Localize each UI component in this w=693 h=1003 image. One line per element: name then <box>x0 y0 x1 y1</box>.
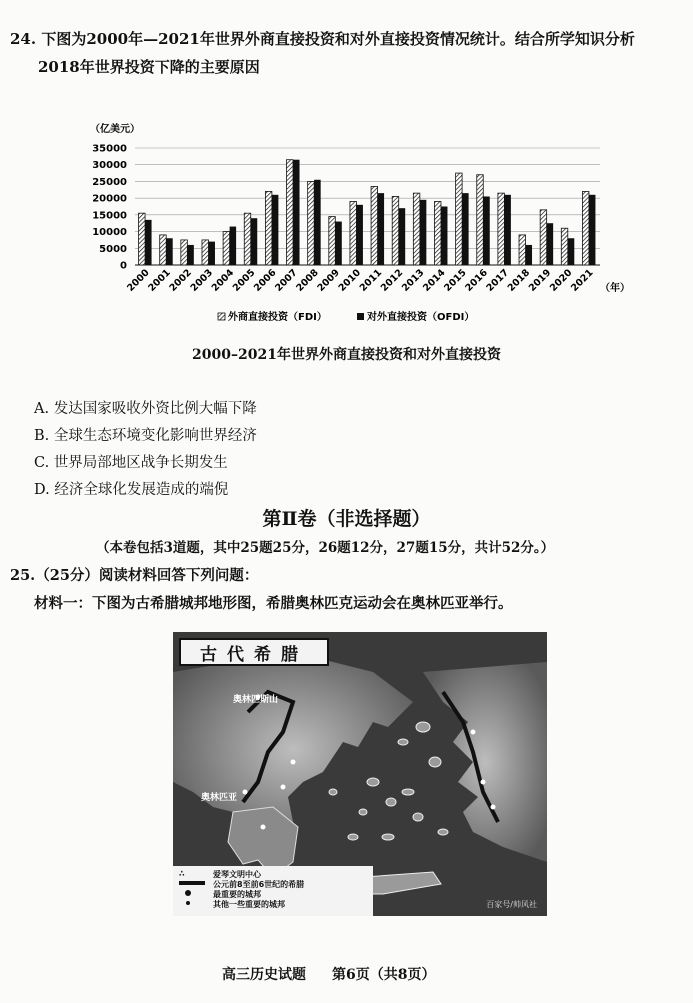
x-tick-label: 2015 <box>442 267 469 294</box>
bar-fdi <box>139 213 146 265</box>
x-tick-label: 2005 <box>230 267 258 294</box>
bar-fdi <box>561 228 568 265</box>
legend-route-text: 公元前8至前6世纪的希腊 <box>213 880 305 889</box>
x-tick-label: 2008 <box>294 267 321 294</box>
legend-label-ofdi: 对外直接投资（OFDI） <box>367 312 475 323</box>
x-tick-label: 2009 <box>315 267 342 294</box>
bar-ofdi <box>314 180 321 265</box>
ancient-greece-map <box>173 632 547 916</box>
bar-fdi <box>287 160 294 265</box>
x-tick-label: 2004 <box>209 267 237 294</box>
legend-major-city-text: 最重要的城邦 <box>213 890 261 899</box>
bar-ofdi <box>504 195 511 265</box>
bar-fdi <box>540 210 547 265</box>
legend-minoan-text: 爱琴文明中心 <box>213 870 261 879</box>
x-tick-label: 2017 <box>484 267 512 294</box>
y-tick-label: 20000 <box>92 193 127 205</box>
y-tick-label: 35000 <box>92 143 127 155</box>
map-legend <box>173 866 373 916</box>
bar-ofdi <box>187 245 194 265</box>
bar-ofdi <box>420 200 427 265</box>
bar-ofdi <box>230 227 237 265</box>
bar-fdi <box>456 173 463 265</box>
section-note: （本卷包括3道题，其中25题25分，26题12分，27题15分，共计52分。） <box>96 540 555 556</box>
bar-fdi <box>308 181 315 265</box>
y-tick-label: 10000 <box>92 227 127 239</box>
bar-ofdi <box>547 223 554 265</box>
footer-subject: 高三历史试题 <box>222 967 306 983</box>
x-tick-label: 2012 <box>378 267 406 294</box>
map-watermark: 百家号/帅风社 <box>486 900 537 909</box>
x-tick-label: 2000 <box>125 267 152 294</box>
bar-ofdi <box>399 208 406 265</box>
x-tick-label: 2013 <box>399 267 427 294</box>
x-tick-label: 2021 <box>569 267 596 294</box>
bar-fdi <box>350 201 357 265</box>
footer-page: 第6页（共8页） <box>332 967 436 983</box>
y-tick-label: 5000 <box>99 243 127 255</box>
x-tick-label: 2018 <box>505 267 533 294</box>
bar-ofdi <box>272 195 279 265</box>
bar-fdi <box>477 175 484 265</box>
bar-ofdi <box>251 218 258 265</box>
x-tick-label: 2020 <box>547 267 575 294</box>
bar-fdi <box>202 240 209 265</box>
bar-ofdi <box>378 193 385 265</box>
y-tick-label: 25000 <box>92 176 127 188</box>
bar-fdi <box>519 235 526 265</box>
x-tick-label: 2011 <box>357 267 385 294</box>
legend-swatch-fdi <box>218 313 225 320</box>
chart-legend <box>218 310 474 323</box>
chart-ylabel: （亿美元） <box>90 124 140 135</box>
q25-material1: 材料一：下图为古希腊城邦地形图，希腊奥林匹克运动会在奥林匹亚举行。 <box>34 595 513 612</box>
option-a: A. 发达国家吸收外资比例大幅下降 <box>34 401 257 417</box>
bar-ofdi <box>145 220 152 265</box>
bar-ofdi <box>335 222 342 265</box>
bar-ofdi <box>208 242 215 265</box>
bar-ofdi <box>462 193 469 265</box>
bar-fdi <box>371 186 378 265</box>
legend-minor-city-text: 其他一些重要的城邦 <box>213 900 285 909</box>
section-title: 第Ⅱ卷（非选择题） <box>262 508 431 530</box>
bar-fdi <box>244 213 251 265</box>
chart-title: 2000–2021年世界外商直接投资和对外直接投资 <box>192 347 501 363</box>
legend-minoan-icon: ∴ <box>179 869 185 878</box>
bar-fdi <box>329 217 336 265</box>
fdi-ofdi-chart <box>60 110 640 340</box>
bar-ofdi <box>441 207 448 266</box>
legend-route-icon <box>179 881 205 885</box>
bar-fdi <box>392 196 399 265</box>
option-c: C. 世界局部地区战争长期发生 <box>34 455 228 471</box>
chart-xlabel: （年） <box>600 283 630 294</box>
bar-fdi <box>434 201 441 265</box>
y-tick-label: 30000 <box>92 160 127 172</box>
x-tick-label: 2003 <box>188 267 216 294</box>
bar-fdi <box>181 240 188 265</box>
legend-minor-city-icon <box>186 901 190 905</box>
legend-major-city-icon <box>185 890 191 896</box>
option-b: B. 全球生态环境变化影响世界经济 <box>34 428 257 444</box>
x-tick-label: 2002 <box>167 267 194 294</box>
legend-swatch-ofdi <box>357 313 364 320</box>
q25-stem: 25.（25分）阅读材料回答下列问题： <box>10 567 259 584</box>
bar-fdi <box>160 235 167 265</box>
bar-ofdi <box>589 195 596 265</box>
x-tick-label: 2014 <box>421 267 448 294</box>
bar-ofdi <box>166 238 173 265</box>
map-label-olympia: 奥林匹亚 <box>201 793 238 803</box>
option-d: D. 经济全球化发展造成的端倪 <box>34 482 229 498</box>
map-label-olympus: 奥林匹斯山 <box>233 695 279 705</box>
bar-fdi <box>265 191 272 265</box>
x-tick-label: 2001 <box>146 267 173 294</box>
bar-ofdi <box>483 196 490 265</box>
bar-fdi <box>223 232 230 265</box>
bar-ofdi <box>568 238 575 265</box>
bar-ofdi <box>526 245 533 265</box>
bar-ofdi <box>293 160 300 265</box>
bar-fdi <box>413 193 420 265</box>
x-tick-label: 2006 <box>252 267 279 294</box>
map-title: 古代希腊 <box>179 638 329 666</box>
bar-fdi <box>582 191 589 265</box>
x-tick-label: 2010 <box>336 267 364 294</box>
q24-stem-line2: 2018年世界投资下降的主要原因 <box>38 58 260 76</box>
legend-label-fdi: 外商直接投资（FDI） <box>228 312 327 323</box>
bar-fdi <box>498 193 505 265</box>
y-tick-label: 0 <box>120 260 127 272</box>
bar-ofdi <box>356 205 363 265</box>
y-tick-label: 15000 <box>92 210 127 222</box>
q24-stem-line1: 24. 下图为2000年—2021年世界外商直接投资和对外直接投资情况统计。结合所学知识分析 <box>10 30 635 48</box>
x-tick-label: 2019 <box>526 267 554 294</box>
x-tick-label: 2007 <box>273 267 300 294</box>
x-tick-label: 2016 <box>463 267 490 294</box>
